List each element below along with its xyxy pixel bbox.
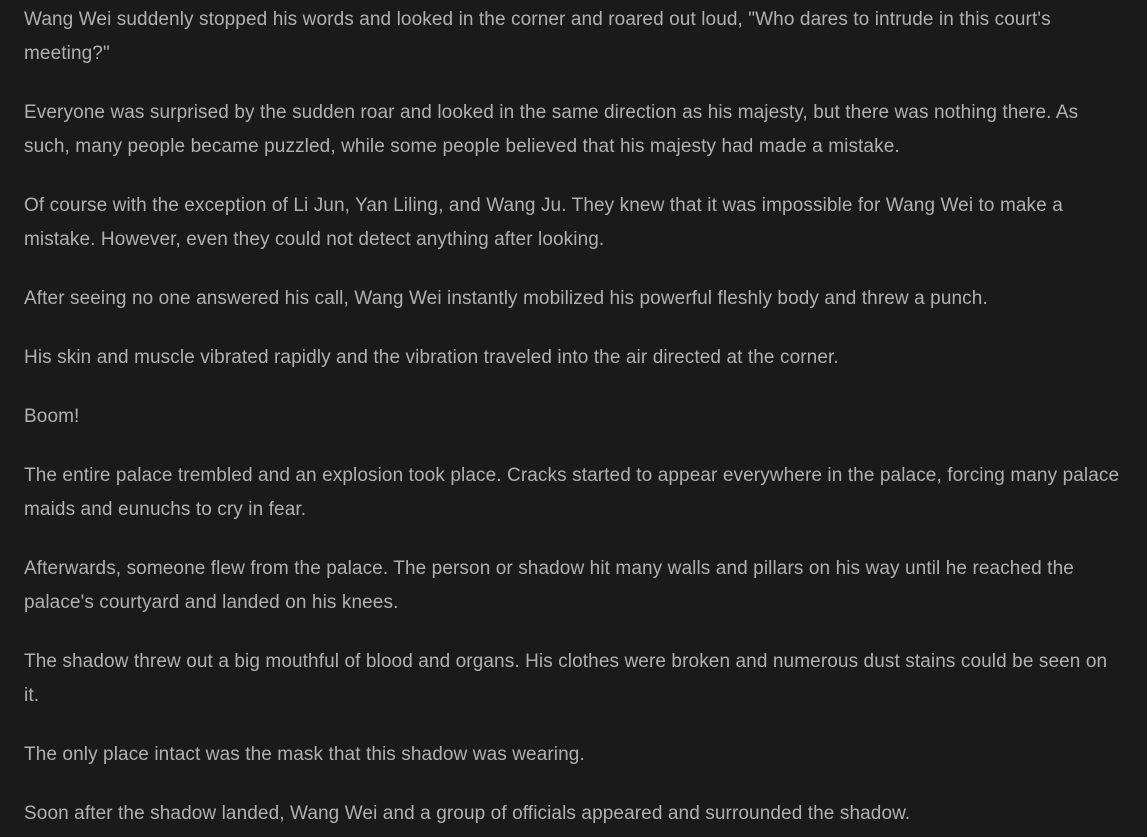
paragraph: Wang Wei suddenly stopped his words and looked in the corner and roared out loud, "Who dares to intrude in this court's meeting?"	[24, 9, 1051, 64]
paragraph: His skin and muscle vibrated rapidly and the vibration traveled into the air directed at the corner.	[24, 347, 839, 368]
paragraph: Of course with the exception of Li Jun, Yan Liling, and Wang Ju. They knew that it was impossible for Wang Wei to make a mistake. However, even they could not detect anything after looking.	[24, 195, 1063, 250]
paragraph: The only place intact was the mask that this shadow was wearing.	[24, 744, 585, 765]
paragraph: Everyone was surprised by the sudden roar and looked in the same direction as his majesty, but there was nothing there. As such, many people became puzzled, while some people believed that his majesty had made a mistake.	[24, 102, 1079, 157]
paragraph: Soon after the shadow landed, Wang Wei and a group of officials appeared and surrounded the shadow.	[24, 803, 911, 824]
paragraph: After seeing no one answered his call, Wang Wei instantly mobilized his powerful fleshly body and threw a punch.	[24, 288, 988, 309]
paragraph: The entire palace trembled and an explosion took place. Cracks started to appear everywhere in the palace, forcing many palace maids and eunuchs to cry in fear.	[24, 465, 1120, 520]
paragraph: Afterwards, someone flew from the palace. The person or shadow hit many walls and pillars on his way until he reached the palace's courtyard and landed on his knees.	[24, 558, 1074, 613]
paragraph: The shadow threw out a big mouthful of blood and organs. His clothes were broken and numerous dust stains could be seen on it.	[24, 651, 1108, 706]
paragraph: Boom!	[24, 406, 80, 427]
